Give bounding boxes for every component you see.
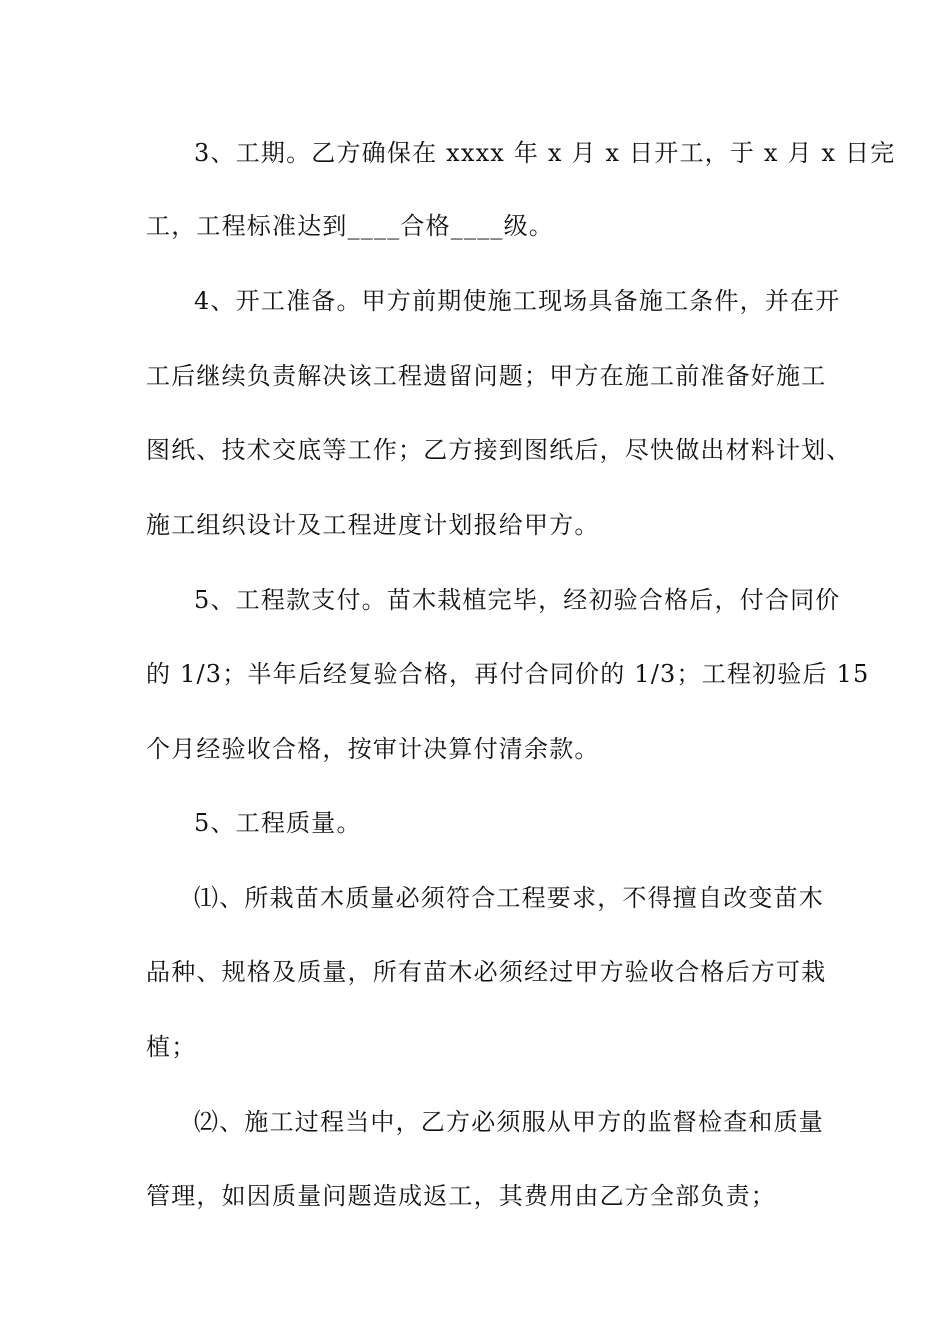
- paragraph-line: 的 1/3；半年后经复验合格，再付合同价的 1/3；工程初验后 15: [146, 660, 870, 688]
- paragraph-line: 品种、规格及质量，所有苗木必须经过甲方验收合格后方可栽: [146, 958, 827, 986]
- paragraph-line: 个月经验收合格，按审计决算付清余款。: [146, 735, 600, 763]
- paragraph-line: 4、开工准备。甲方前期使施工现场具备施工条件，并在开: [194, 287, 841, 315]
- paragraph-line: 3、工期。乙方确保在 xxxx 年 x 月 x 日开工，于 x 月 x 日完: [194, 139, 896, 167]
- paragraph-line: 植；: [146, 1033, 197, 1061]
- paragraph-line: 管理，如因质量问题造成返工，其费用由乙方全部负责；: [146, 1182, 776, 1210]
- paragraph-line: ⑴、所栽苗木质量必须符合工程要求，不得擅自改变苗木: [194, 884, 824, 912]
- paragraph-line: 5、工程质量。: [194, 809, 362, 837]
- paragraph-line: 图纸、技术交底等工作；乙方接到图纸后，尽快做出材料计划、: [146, 436, 852, 464]
- paragraph-line: 工，工程标准达到____合格____级。: [146, 212, 554, 240]
- paragraph-line: 施工组织设计及工程进度计划报给甲方。: [146, 511, 600, 539]
- paragraph-line: 5、工程款支付。苗木栽植完毕，经初验合格后，付合同价: [194, 586, 841, 614]
- paragraph-line: ⑵、施工过程当中，乙方必须服从甲方的监督检查和质量: [194, 1108, 824, 1136]
- paragraph-line: 工后继续负责解决该工程遗留问题；甲方在施工前准备好施工: [146, 362, 827, 390]
